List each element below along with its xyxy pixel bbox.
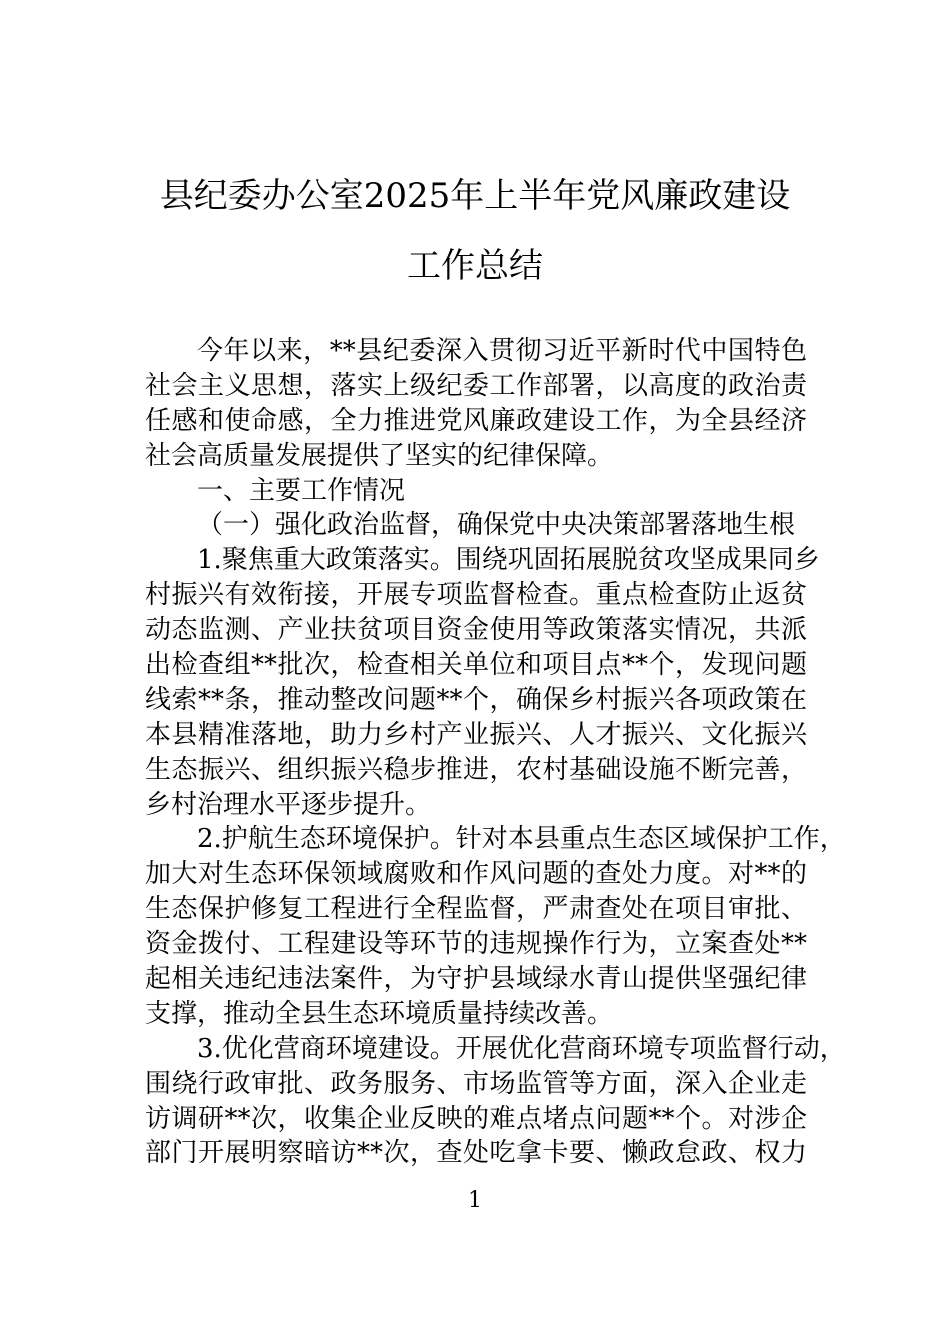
text-line: 起相关违纪违法案件，为守护县域绿水青山提供坚强纪律 (145, 964, 807, 995)
text-line: 一、主要工作情况 (197, 475, 406, 506)
text-line: 围绕行政审批、政务服务、市场监管等方面，深入企业走 (145, 1068, 807, 1099)
text-line: 生态保护修复工程进行全程监督，严肃查处在项目审批、 (145, 894, 807, 925)
text-line: 2.护航生态环境保护。针对本县重点生态区域保护工作， (197, 824, 846, 855)
text-line: 加大对生态环保领域腐败和作风问题的查处力度。对**的 (145, 859, 807, 890)
text-line: 社会高质量发展提供了坚实的纪律保障。 (145, 440, 614, 471)
text-line: 1.聚焦重大政策落实。围绕巩固拓展脱贫攻坚成果同乡 (197, 545, 820, 576)
text-line: 支撑，推动全县生态环境质量持续改善。 (145, 998, 614, 1029)
text-line: 3.优化营商环境建设。开展优化营商环境专项监督行动， (197, 1033, 846, 1064)
text-line: 访调研**次，收集企业反映的难点堵点问题**个。对涉企 (145, 1103, 807, 1134)
text-line: 社会主义思想，落实上级纪委工作部署，以高度的政治责 (145, 370, 807, 401)
text-line: （一）强化政治监督，确保党中央决策部署落地生根 (197, 510, 796, 541)
document-title-line-1: 县纪委办公室2025年上半年党风廉政建设 (159, 176, 791, 216)
text-line: 出检查组**批次，检查相关单位和项目点**个，发现问题 (145, 650, 807, 681)
page-number: 1 (468, 1188, 482, 1213)
text-line: 资金拨付、工程建设等环节的违规操作行为，立案查处** (145, 929, 807, 960)
text-line: 生态振兴、组织振兴稳步推进，农村基础设施不断完善， (145, 754, 807, 785)
text-line: 乡村治理水平逐步提升。 (145, 789, 432, 820)
text-line: 任感和使命感，全力推进党风廉政建设工作，为全县经济 (145, 405, 807, 436)
text-line: 本县精准落地，助力乡村产业振兴、人才振兴、文化振兴 (145, 719, 807, 750)
document-body (145, 334, 846, 1171)
document-title-line-2: 工作总结 (407, 246, 543, 286)
text-line: 今年以来，**县纪委深入贯彻习近平新时代中国特色 (197, 336, 807, 366)
text-line: 部门开展明察暗访**次，查处吃拿卡要、懒政怠政、权力 (145, 1138, 807, 1169)
text-line: 村振兴有效衔接，开展专项监督检查。重点检查防止返贫 (145, 580, 807, 611)
text-line: 动态监测、产业扶贫项目资金使用等政策落实情况，共派 (145, 615, 807, 646)
text-line: 线索**条，推动整改问题**个，确保乡村振兴各项政策在 (145, 684, 807, 715)
